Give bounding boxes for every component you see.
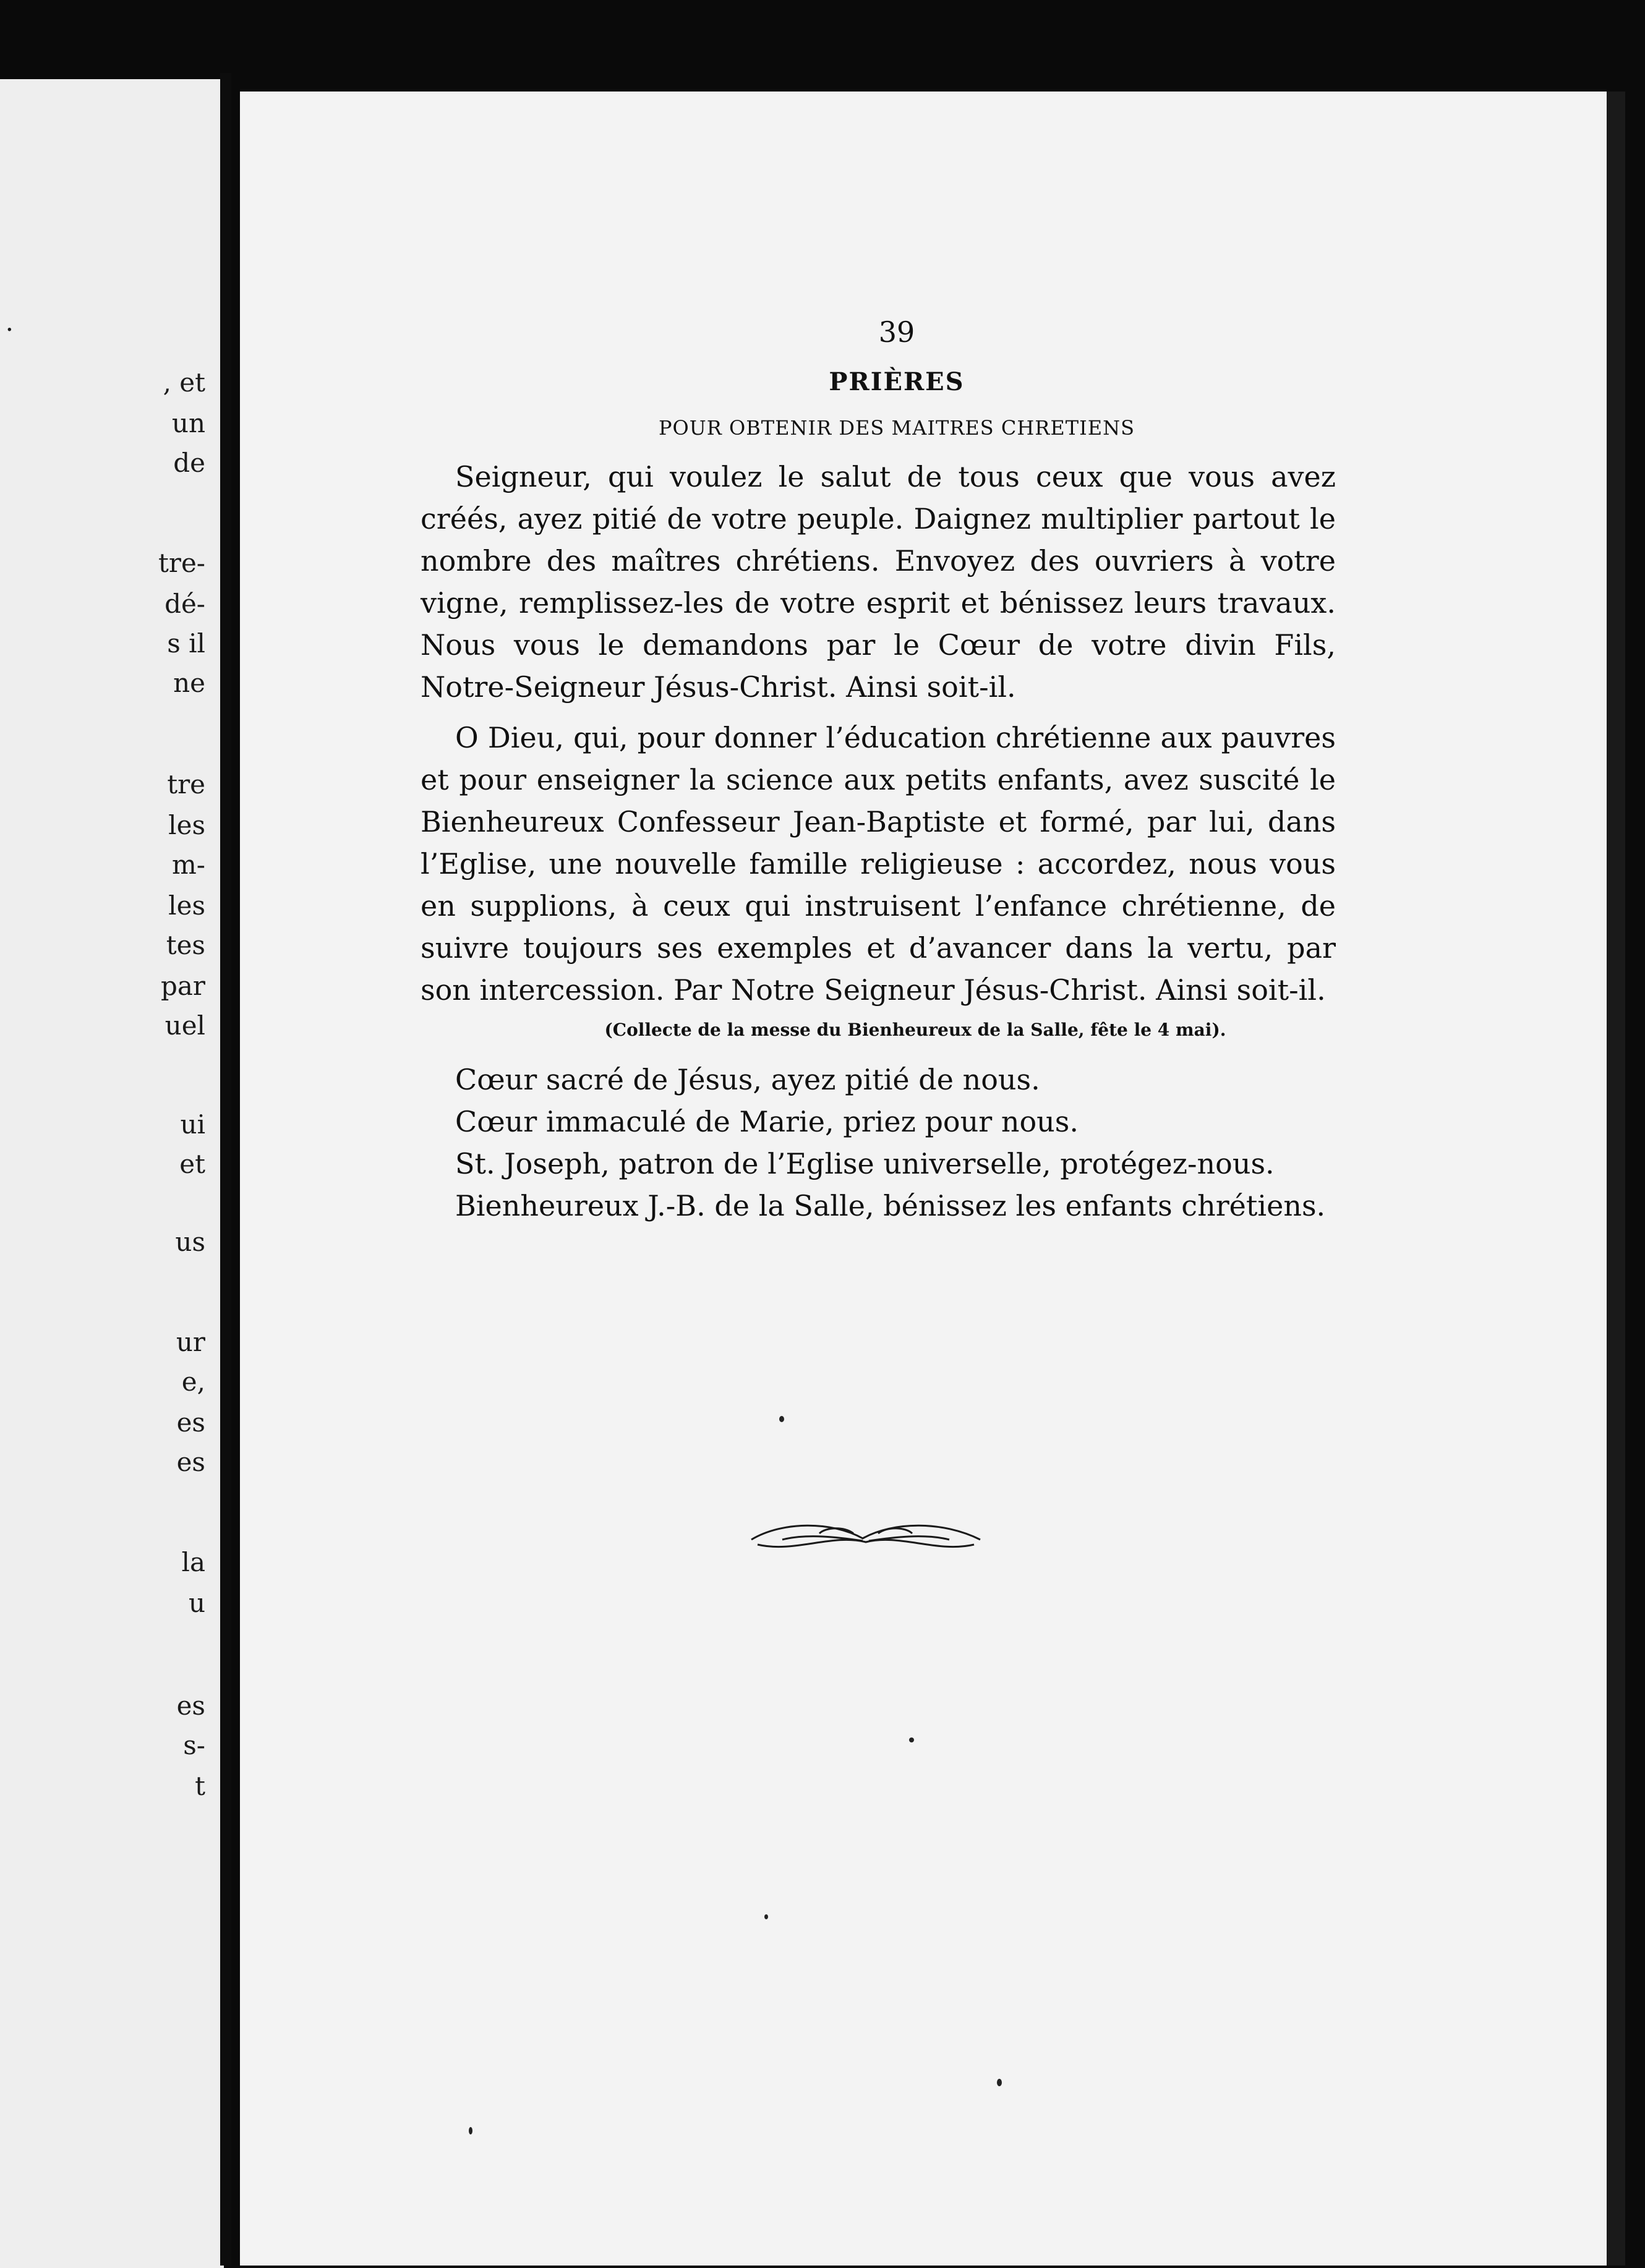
page-subtitle: POUR OBTENIR DES MAITRES CHRETIENS bbox=[659, 416, 1135, 440]
left-fragment: uel bbox=[164, 1010, 205, 1041]
left-fragment: s- bbox=[183, 1730, 205, 1760]
left-fragment: tre bbox=[167, 769, 205, 799]
invocation-line: St. Joseph, patron de l’Eglise universelle, protégez-nous. bbox=[455, 1147, 1275, 1180]
page-gutter bbox=[220, 73, 231, 2266]
left-fragment: tes bbox=[166, 930, 205, 960]
left-fragment: es bbox=[176, 1407, 205, 1438]
prayer-paragraph-1: Seigneur, qui voulez le salut de tous ceux que vous avez créés, ayez pitié de votre peuple. Daignez multiplier partout le nombre des maîtres chrétiens. Envoyez des ouvriers à votre vigne, remplissez-les de votre esprit et bénissez leurs travaux. Nous vous le demandons par le Cœur de votre divin Fils, Notre-Seigneur Jésus-Christ. Ainsi soit-il. bbox=[421, 460, 1336, 704]
invocation-line: Bienheureux J.-B. de la Salle, bénissez les enfants chrétiens. bbox=[455, 1189, 1326, 1222]
left-fragment: dé- bbox=[164, 589, 205, 619]
page-text bbox=[421, 315, 1336, 1227]
paper-speck bbox=[779, 1416, 784, 1422]
left-fragment: un bbox=[171, 408, 205, 438]
left-fragment: s il bbox=[167, 628, 205, 659]
left-fragment: , et bbox=[163, 367, 205, 398]
source-note: (Collecte de la messe du Bienheureux de la Salle, fête le 4 mai). bbox=[604, 1020, 1226, 1040]
left-fragment: m- bbox=[171, 850, 205, 880]
left-page bbox=[0, 79, 224, 2268]
invocation-line: Cœur immaculé de Marie, priez pour nous. bbox=[455, 1105, 1079, 1138]
left-fragment: les bbox=[168, 890, 205, 921]
paper-speck bbox=[469, 2127, 472, 2134]
left-fragment: ne bbox=[173, 668, 205, 698]
left-fragment: ui bbox=[180, 1109, 205, 1140]
paper-speck bbox=[909, 1737, 914, 1742]
page-title: PRIÈRES bbox=[829, 367, 965, 396]
left-fragment: les bbox=[168, 810, 205, 840]
left-fragment: par bbox=[160, 971, 205, 1001]
left-fragment: la bbox=[181, 1547, 205, 1577]
left-fragment: et bbox=[179, 1149, 205, 1179]
prayer-paragraph-2: O Dieu, qui, pour donner l’éducation chrétienne aux pauvres et pour enseigner la science aux petits enfants, avez suscité le Bienheureux Confesseur Jean-Baptiste et formé, par lui, dans l’Eglise, une nouvelle famille religieuse : accordez, nous vous en supplions, à ceux qui instruisent l’enfance chrétienne, de suivre toujours ses exemples et d’avancer dans la vertu, par son intercession. Par Notre Seigneur Jésus-Christ. Ainsi soit-il. bbox=[421, 721, 1336, 1007]
decorative-ornament bbox=[745, 1515, 986, 1558]
left-fragment: e, bbox=[181, 1366, 205, 1397]
left-fragment: . bbox=[5, 307, 14, 337]
left-fragment: de bbox=[173, 448, 205, 478]
left-fragment: u bbox=[188, 1588, 205, 1618]
paper-speck bbox=[997, 2079, 1002, 2086]
left-fragment: ur bbox=[176, 1327, 205, 1357]
left-fragment: es bbox=[176, 1690, 205, 1721]
left-fragment: us bbox=[175, 1227, 205, 1257]
page-number: 39 bbox=[878, 315, 915, 349]
paper-speck bbox=[764, 1914, 768, 1919]
right-page-edge bbox=[1607, 92, 1625, 2266]
left-page-text-fragments bbox=[0, 79, 224, 2268]
invocation-line: Cœur sacré de Jésus, ayez pitié de nous. bbox=[455, 1063, 1040, 1096]
left-fragment: tre- bbox=[158, 548, 205, 578]
left-fragment: es bbox=[176, 1447, 205, 1477]
left-fragment: t bbox=[195, 1771, 205, 1801]
